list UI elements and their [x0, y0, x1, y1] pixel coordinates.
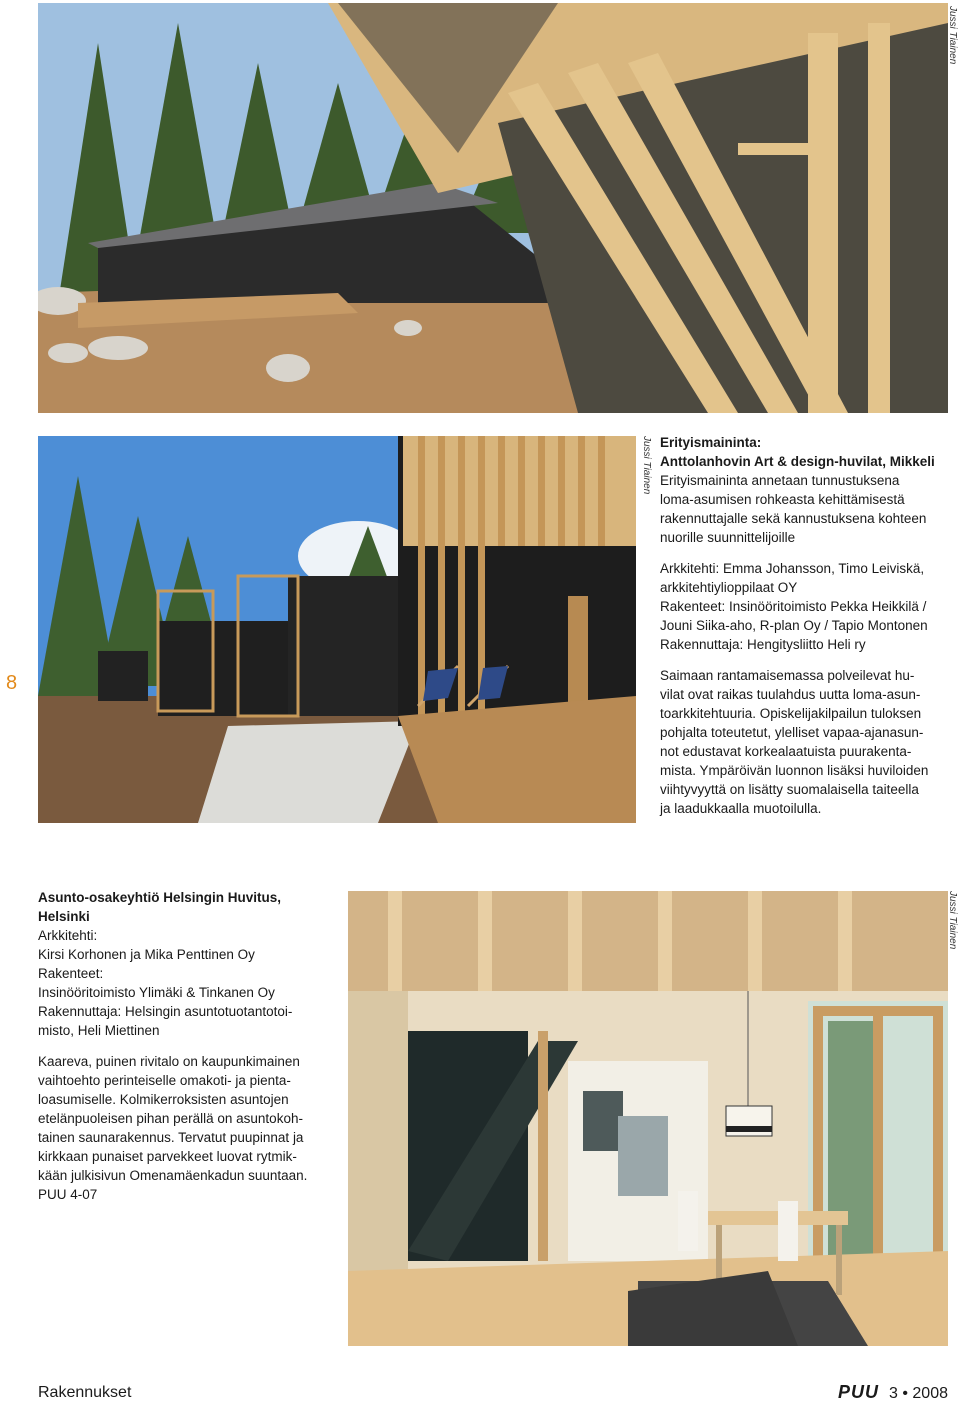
footer-issue: [838, 1382, 948, 1403]
footer-section: Rakennukset: [38, 1384, 132, 1401]
helsinki-body-line: vaihtoehto perinteiselle omakoti- ja pienta-: [38, 1073, 291, 1088]
helsinki-credit-line: Rakenteet:: [38, 966, 104, 981]
helsinki-body-line: loasumiselle. Kolmikerroksisten asuntojen: [38, 1092, 289, 1107]
helsinki-body-line: tainen saunarakennus. Tervatut puupinnat ja: [38, 1130, 304, 1145]
issue-number: 3 • 2008: [889, 1385, 948, 1402]
helsinki-body-line: PUU 4-07: [38, 1187, 98, 1202]
photo-credit-bottom: Jussi Tiainen: [947, 891, 958, 950]
helsinki-credit-line: Arkkitehti:: [38, 928, 98, 943]
award-credit-line: arkkitehtiylioppilaat OY: [660, 580, 798, 595]
helsinki-title-line: Helsinki: [38, 909, 90, 924]
photo-villas-deck: [38, 436, 636, 823]
photo-credit-middle: Jussi Tiainen: [641, 436, 652, 495]
award-title: Anttolanhovin Art & design-huvilat, Mikkeli: [660, 454, 935, 469]
award-credit-line: Jouni Siika-aho, R-plan Oy / Tapio Montonen: [660, 618, 928, 633]
award-body-line: viihtyvyyttä on lisätty suomalaisella taiteella: [660, 782, 919, 797]
helsinki-body-line: kirkkaan punaiset parvekkeet luovat rytmik-: [38, 1149, 297, 1164]
award-body-line: vilat ovat raikas tuulahdus uutta loma-asun-: [660, 687, 921, 702]
award-text-block: [660, 433, 956, 818]
award-body-line: mista. Ympäröivän luonnon lisäksi huviloiden: [660, 763, 929, 778]
award-intro-line: Erityismaininta annetaan tunnustuksena: [660, 473, 900, 488]
award-body-line: Saimaan rantamaisemassa polveilevat hu-: [660, 668, 915, 683]
helsinki-text-block: [38, 888, 338, 1204]
helsinki-body-line: kään julkisivun Omenamäenkadun suuntaan.: [38, 1168, 308, 1183]
award-intro-line: loma-asumisen rohkeasta kehittämisestä: [660, 492, 905, 507]
photo-credit-top: Jussi Tiainen: [947, 6, 958, 65]
magazine-logo: PUU: [838, 1382, 880, 1402]
award-heading: Erityismaininta:: [660, 435, 762, 450]
helsinki-credit-line: Insinööritoimisto Ylimäki & Tinkanen Oy: [38, 985, 275, 1000]
helsinki-title-line: Asunto-osakeyhtiö Helsingin Huvitus,: [38, 890, 282, 905]
photo-interior: [348, 891, 948, 1346]
helsinki-credit-line: Kirsi Korhonen ja Mika Penttinen Oy: [38, 947, 255, 962]
helsinki-body-line: Kaareva, puinen rivitalo on kaupunkimainen: [38, 1054, 300, 1069]
photo-villa-exterior: [38, 3, 948, 413]
award-credit-line: Rakenteet: Insinööritoimisto Pekka Heikkilä /: [660, 599, 927, 614]
award-credit-line: Arkkitehti: Emma Johansson, Timo Leiviskä,: [660, 561, 925, 576]
award-intro-line: nuorille suunnittelijoille: [660, 530, 796, 545]
award-credit-line: Rakennuttaja: Hengitysliitto Heli ry: [660, 637, 866, 652]
helsinki-credit-line: misto, Heli Miettinen: [38, 1023, 160, 1038]
award-body-line: pohjalta toteutetut, ylelliset vapaa-ajanasun-: [660, 725, 924, 740]
award-intro-line: rakennuttajalle sekä kannustuksena kohteen: [660, 511, 927, 526]
award-body-line: ja laadukkaalla muotoilulla.: [660, 801, 822, 816]
helsinki-credit-line: Rakennuttaja: Helsingin asuntotuotantotoi-: [38, 1004, 293, 1019]
page-number: 8: [6, 672, 18, 694]
helsinki-body-line: etelänpuoleisen pihan perällä on asuntokoh-: [38, 1111, 303, 1126]
award-body-line: toarkkitehtuuria. Opiskelijakilpailun tuloksen: [660, 706, 922, 721]
award-body-line: not edustavat korkealaatuista puurakenta-: [660, 744, 912, 759]
